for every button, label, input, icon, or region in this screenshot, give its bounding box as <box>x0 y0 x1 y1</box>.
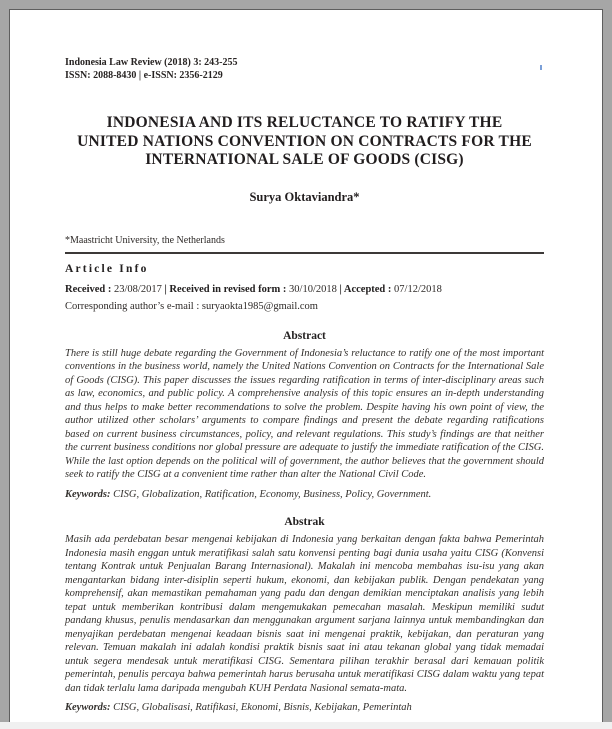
paper-title <box>65 114 544 170</box>
author-affiliation: *Maastricht University, the Netherlands <box>65 234 225 246</box>
accepted-label: | Accepted : <box>339 283 395 295</box>
keywords-id-label: Keywords: <box>65 702 111 713</box>
abstract-id-body: Masih ada perdebatan besar mengenai kebijakan di Indonesia yang berkaitan dengan fakta bahwa Pemerintah Indonesia masih enggan untuk meratifikasi salah satu konvensi penting bagi dunia usaha yaitu CISG (Konvensi tentang Kontrak untuk Penjualan Barang Internasional). Makalah ini mencoba membahas isu-isu yang akan mengantarkan bidang inter-disiplin seperti hukum, ekonomi, dan kebijakan publik. Dengan pendekatan yang komprehensif, akan memastikan pemahaman yang padu dan dengan demikian menciptakan analisis yang lebih tepat untuk memberikan kontribusi dalam mengemukakan pemecahan masalah. Meskipun memiliki sudut pandang khusus, penulis mendasarkan dan menggunakan argument sarjana lainnya untuk membandingkan dan menyajikan perdebatan mengenai keadaan bisnis saat ini mengenai praktik, kebijakan, dan peraturan yang relevan. Temuan makalah ini adalah kondisi praktik bisnis saat ini atau tekanan global yang tidak memadai untuk segera mendesak untuk meratifikasi CISG. Sementara pilihan terakhir berasal dari kemauan politik pemerintah, penulis percaya bahwa pemerintah harus berusaha untuk meratifikasi CISG dalam waktu yang tepat dan tidak terlalu lama daripada mengubah KUH Perdata Nasional semata-mata. <box>65 534 544 694</box>
abstract-en-heading: Abstract <box>283 329 326 342</box>
article-info-heading: Article Info <box>65 262 149 275</box>
received-label: Received : <box>65 283 114 295</box>
received-dates-line <box>65 283 544 296</box>
paper-title-line-3: INTERNATIONAL SALE OF GOODS (CISG) <box>145 151 464 168</box>
corresponding-email-line: Corresponding author’s e-mail : suryaokta1985@gmail.com <box>65 300 318 312</box>
annotation-mark <box>540 65 542 70</box>
keywords-en-text: CISG, Globalization, Ratification, Economy, Business, Policy, Government. <box>110 488 432 500</box>
journal-citation: Indonesia Law Review (2018) 3: 243-255 <box>65 57 238 68</box>
abstract-id-heading: Abstrak <box>284 516 325 528</box>
keywords-en-label: Keywords: <box>65 488 111 500</box>
paper-title-line-1: INDONESIA AND ITS RELUCTANCE TO RATIFY THE <box>106 114 503 131</box>
abstract-en-keywords <box>65 488 544 502</box>
accepted-date: 07/12/2018 <box>394 283 442 295</box>
keywords-id-text: CISG, Globalisasi, Ratifikasi, Ekonomi, Bisnis, Kebijakan, Pemerintah <box>110 702 412 713</box>
journal-issn: ISSN: 2088-8430 | e-ISSN: 2356-2129 <box>65 69 223 81</box>
window-bottom-strip <box>0 722 612 729</box>
revised-label: | Received in revised form : <box>164 283 290 295</box>
paper-title-line-2: UNITED NATIONS CONVENTION ON CONTRACTS FOR THE <box>77 132 532 150</box>
abstract-en-body: There is still huge debate regarding the Government of Indonesia’s reluctance to ratify one of the most important conventions in the business world, namely the United Nations Convention on Contracts for the International Sale of Goods (CISG). This paper discusses the issues regarding ratification in terms of inter-disciplinary areas such as law, economics, and public policy. A comprehensive analysis of this topic ensures an in-depth understanding and thus helps to make better recommendations to solve the problem. Despite having his own point of view, the author utilized other scholars’ arguments to compare findings and present the debate regarding ratifications based on current business circumstances, policy, and relevant regulations. This study’s findings are that neither the current business conditions nor global pressure are adequate to justify the immediate ratification of the CISG. While the last option depends on the political will of government, the author believes that the government should seek to ratify the CISG at a convenient time rather than alter the National Civil Code. <box>65 347 544 480</box>
section-divider <box>65 252 544 254</box>
journal-header <box>65 57 544 82</box>
revised-date: 30/10/2018 <box>289 283 340 295</box>
page-content <box>65 10 544 715</box>
received-date: 23/08/2017 <box>113 283 165 295</box>
abstract-id-keywords <box>65 701 544 715</box>
document-page <box>9 9 603 723</box>
author-name: Surya Oktaviandra* <box>249 189 360 204</box>
